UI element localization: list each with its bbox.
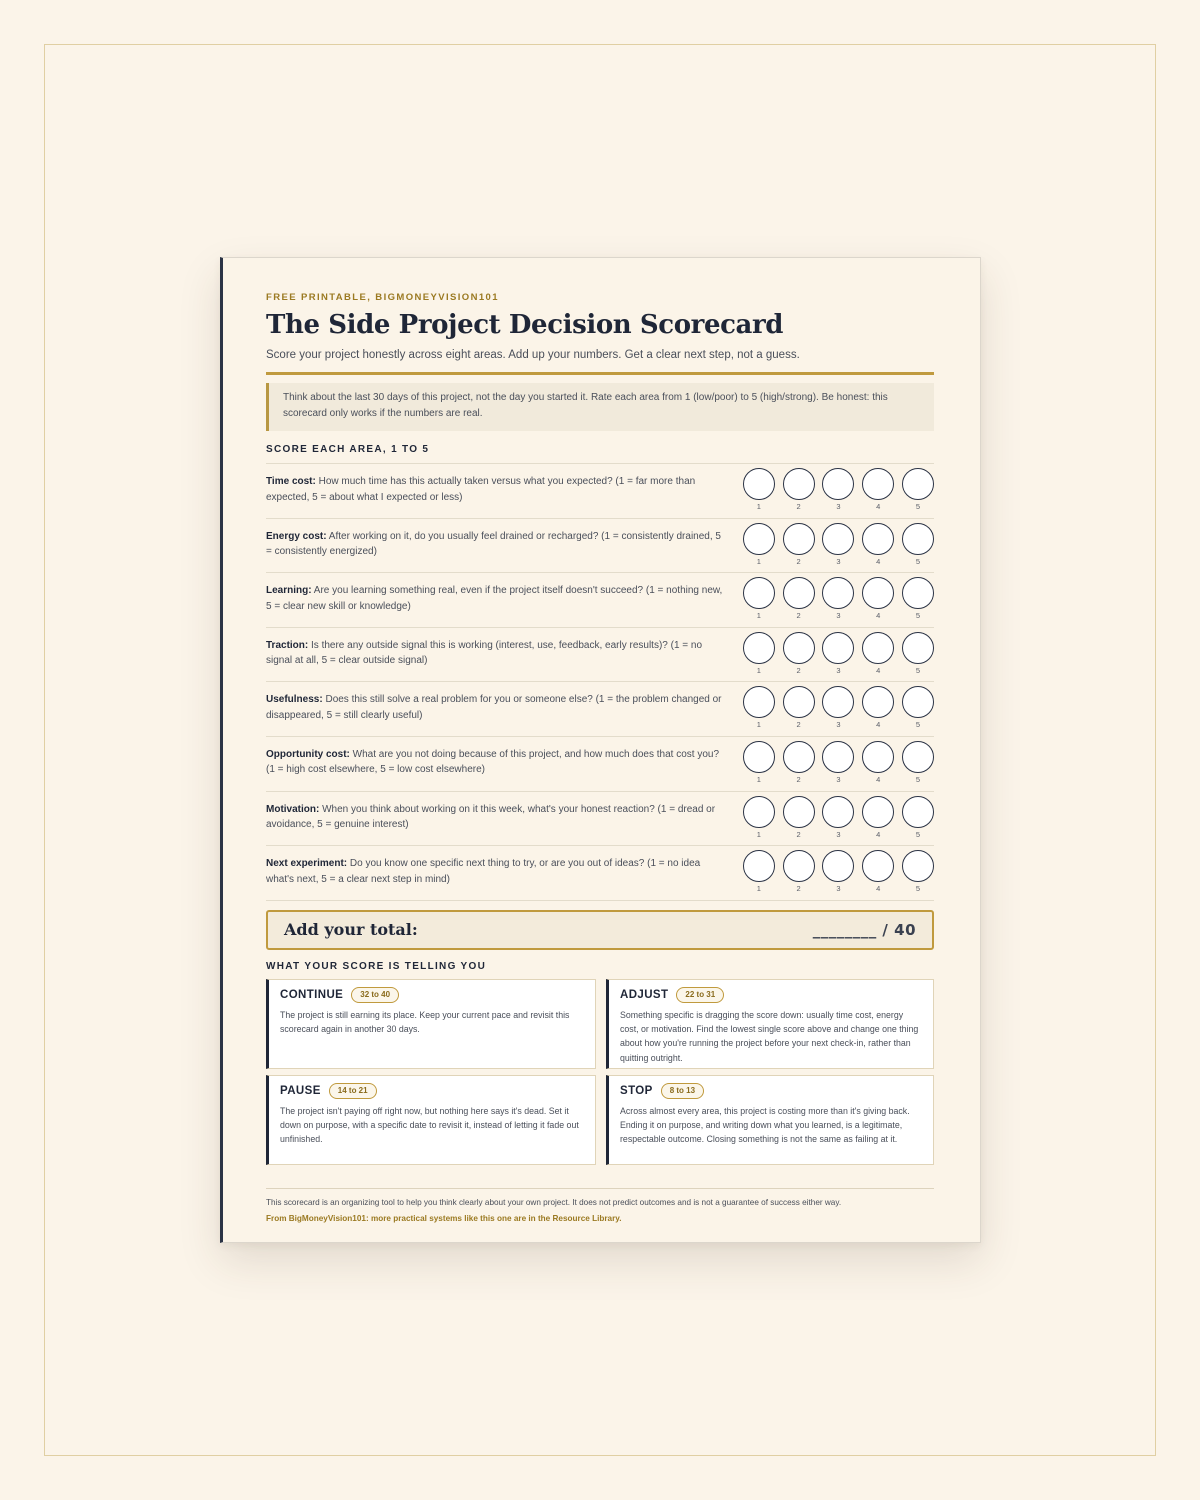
score-number: 1	[756, 665, 761, 675]
range-badge: 32 to 40	[351, 987, 399, 1003]
score-bubble-5[interactable]	[902, 577, 934, 609]
score-bubble-5[interactable]	[902, 796, 934, 828]
area-text: What are you not doing because of this project, and how much does that cost you? (1 = high cost elsewhere, 5 = low cost elsewhere)	[266, 748, 720, 776]
score-row	[266, 464, 934, 519]
score-options	[743, 573, 934, 621]
score-number: 1	[756, 611, 761, 621]
area-name: Usefulness:	[266, 694, 323, 706]
score-number: 1	[756, 502, 761, 511]
result-cards	[266, 979, 934, 1165]
score-row	[266, 573, 934, 628]
score-bubble-4[interactable]	[862, 686, 894, 718]
score-bubble-1[interactable]	[743, 523, 775, 555]
score-number: 5	[915, 665, 921, 675]
result-body: Across almost every area, this project is costing more than it's giving back. Ending it on purpose, and writing down what you learned, is a legitimate, respectable outcome. Closing something is not the same as failing at it.	[620, 1105, 910, 1145]
score-bubble-3[interactable]	[822, 686, 854, 718]
score-number: 3	[836, 556, 841, 566]
area-name: Opportunity cost:	[266, 748, 350, 760]
footer-divider	[266, 1188, 934, 1189]
score-number: 5	[915, 884, 921, 894]
subtitle: Score your project honestly across eight areas. Add up your numbers. Get a clear next step, not a guess.	[266, 349, 800, 361]
score-number: 5	[915, 829, 921, 839]
score-bubble-4[interactable]	[862, 850, 894, 882]
total-field[interactable]: ________ / 40	[812, 920, 916, 939]
result-card-adjust	[606, 979, 934, 1069]
area-name: Motivation:	[266, 803, 320, 815]
area-description	[266, 519, 728, 560]
score-row	[266, 519, 934, 574]
score-options	[743, 464, 934, 512]
area-text: After working on it, do you usually feel drained or recharged? (1 = consistently drained, 5 = consistently energized)	[266, 530, 721, 558]
score-options	[743, 682, 934, 730]
score-number: 1	[756, 884, 761, 894]
score-bubble-2[interactable]	[783, 632, 815, 664]
score-options	[743, 628, 934, 676]
area-name: Next experiment:	[266, 858, 348, 870]
score-bubble-2[interactable]	[783, 577, 815, 609]
score-bubble-1[interactable]	[743, 686, 775, 718]
score-number: 3	[836, 829, 841, 839]
score-bubble-2[interactable]	[783, 741, 815, 773]
score-number: 3	[836, 611, 841, 621]
score-bubble-3[interactable]	[822, 468, 854, 500]
score-number: 5	[915, 556, 921, 566]
score-number: 3	[836, 665, 841, 675]
score-bubble-2[interactable]	[783, 468, 815, 500]
score-number: 2	[796, 829, 801, 839]
footer-link[interactable]: From BigMoneyVision101: more practical systems like this one are in the Resource Library.	[266, 1213, 622, 1223]
score-bubble-4[interactable]	[862, 523, 894, 555]
score-rows	[266, 463, 934, 901]
scorecard-sheet	[220, 257, 981, 1243]
footer-note: This scorecard is an organizing tool to help you think clearly about your own project. It does not predict outcomes and is not a guarantee of success either way.	[266, 1197, 842, 1207]
range-badge: 14 to 21	[329, 1083, 377, 1099]
score-row	[266, 682, 934, 737]
area-text: Are you learning something real, even if the project itself doesn't succeed? (1 = nothing new, 5 = clear new skill or knowledge)	[266, 585, 723, 612]
score-bubble-1[interactable]	[743, 741, 775, 773]
score-bubble-5[interactable]	[902, 686, 934, 718]
page-title: The Side Project Decision Scorecard	[266, 310, 784, 340]
score-row	[266, 737, 934, 792]
range-badge: 22 to 31	[676, 987, 724, 1003]
score-bubble-2[interactable]	[783, 850, 815, 882]
score-number: 3	[836, 502, 841, 511]
score-number: 2	[796, 556, 801, 566]
section-label: SCORE EACH AREA, 1 TO 5	[266, 444, 430, 455]
result-card-stop	[606, 1075, 934, 1165]
score-bubble-4[interactable]	[862, 577, 894, 609]
score-options	[743, 792, 934, 840]
score-number: 2	[796, 774, 801, 784]
score-number: 2	[796, 611, 801, 621]
score-number: 5	[915, 502, 921, 511]
score-number: 2	[796, 665, 801, 675]
result-card-pause	[266, 1075, 596, 1165]
score-row	[266, 846, 934, 901]
score-bubble-3[interactable]	[822, 741, 854, 773]
score-number: 5	[915, 611, 921, 621]
score-bubble-5[interactable]	[902, 523, 934, 555]
intro-callout: Think about the last 30 days of this project, not the day you started it. Rate each area from 1 (low/poor) to 5 (high/strong). Be honest: this scorecard only works if the numbers are real.	[266, 383, 934, 431]
area-text: How much time has this actually taken versus what you expected? (1 = far more than expected, 5 = about what I expected or less)	[266, 476, 696, 503]
area-description	[266, 682, 728, 723]
result-title: CONTINUE	[280, 988, 344, 1001]
score-bubble-5[interactable]	[902, 741, 934, 773]
score-row	[266, 792, 934, 847]
score-bubble-4[interactable]	[862, 632, 894, 664]
result-body: Something specific is dragging the score down: usually time cost, energy cost, or motivation. Find the lowest single score above and change one thing about how you're running the project before your next check-in, rather than quitting outright.	[620, 1009, 919, 1063]
score-bubble-1[interactable]	[743, 850, 775, 882]
score-bubble-4[interactable]	[862, 796, 894, 828]
score-bubble-3[interactable]	[822, 577, 854, 609]
score-bubble-1[interactable]	[743, 632, 775, 664]
score-options	[743, 846, 934, 894]
score-bubble-4[interactable]	[862, 468, 894, 500]
area-name: Learning:	[266, 585, 312, 597]
total-label: Add your total:	[284, 920, 418, 940]
score-number: 4	[876, 556, 881, 566]
area-text: Is there any outside signal this is working (interest, use, feedback, early results)? (1 = no signal at all, 5 = clear outside signal)	[266, 639, 703, 667]
score-bubble-3[interactable]	[822, 632, 854, 664]
area-name: Traction:	[266, 639, 309, 651]
area-description	[266, 737, 728, 778]
score-number: 4	[876, 611, 881, 621]
range-badge: 8 to 13	[661, 1083, 704, 1099]
score-number: 4	[876, 829, 881, 839]
area-description	[266, 628, 728, 669]
result-title: STOP	[620, 1084, 653, 1097]
score-number: 4	[876, 774, 881, 784]
score-number: 4	[876, 720, 881, 730]
total-box	[266, 910, 934, 950]
score-bubble-3[interactable]	[822, 523, 854, 555]
result-card-continue	[266, 979, 596, 1069]
area-text: Does this still solve a real problem for you or someone else? (1 = the problem changed or disappeared, 5 = still clearly useful)	[266, 694, 722, 721]
results-label: WHAT YOUR SCORE IS TELLING YOU	[266, 960, 487, 972]
score-number: 2	[796, 720, 801, 730]
result-title: ADJUST	[620, 988, 669, 1001]
score-bubble-3[interactable]	[822, 796, 854, 828]
score-number: 3	[836, 884, 841, 894]
area-description	[266, 846, 728, 887]
score-number: 2	[796, 502, 801, 511]
score-number: 1	[756, 720, 761, 730]
score-number: 4	[876, 502, 881, 511]
area-text: Do you know one specific next thing to try, or are you out of ideas? (1 = no idea what's next, 5 = a clear next step in mind)	[266, 858, 701, 885]
score-bubble-1[interactable]	[743, 468, 775, 500]
score-number: 4	[876, 884, 881, 894]
area-name: Time cost:	[266, 476, 316, 487]
score-bubble-2[interactable]	[783, 686, 815, 718]
score-number: 5	[915, 720, 921, 730]
score-bubble-5[interactable]	[902, 850, 934, 882]
score-number: 5	[915, 774, 921, 784]
score-number: 4	[876, 665, 881, 675]
area-description	[266, 792, 728, 833]
score-bubble-3[interactable]	[822, 850, 854, 882]
score-bubble-2[interactable]	[783, 523, 815, 555]
score-bubble-5[interactable]	[902, 632, 934, 664]
score-number: 3	[836, 774, 841, 784]
score-options	[743, 519, 934, 567]
score-bubble-4[interactable]	[862, 741, 894, 773]
score-options	[743, 737, 934, 785]
area-description	[266, 464, 728, 505]
score-number: 2	[796, 884, 801, 894]
area-name: Energy cost:	[266, 530, 327, 542]
score-bubble-1[interactable]	[743, 796, 775, 828]
score-number: 1	[756, 774, 761, 784]
score-number: 1	[756, 556, 761, 566]
divider	[266, 372, 934, 375]
score-row	[266, 628, 934, 683]
score-number: 1	[756, 829, 761, 839]
score-bubble-2[interactable]	[783, 796, 815, 828]
eyebrow: FREE PRINTABLE, BIGMONEYVISION101	[266, 292, 499, 303]
area-description	[266, 573, 728, 614]
score-bubble-5[interactable]	[902, 468, 934, 500]
result-body: The project isn't paying off right now, but nothing here says it's dead. Set it down on purpose, with a specific date to revisit it, instead of letting it fade out unfinished.	[280, 1105, 579, 1145]
score-number: 3	[836, 720, 841, 730]
score-bubble-1[interactable]	[743, 577, 775, 609]
result-body: The project is still earning its place. Keep your current pace and revisit this scorecard again in another 30 days.	[280, 1009, 570, 1035]
area-text: When you think about working on it this week, what's your honest reaction? (1 = dread or avoidance, 5 = genuine interest)	[266, 803, 716, 831]
result-title: PAUSE	[280, 1084, 321, 1097]
